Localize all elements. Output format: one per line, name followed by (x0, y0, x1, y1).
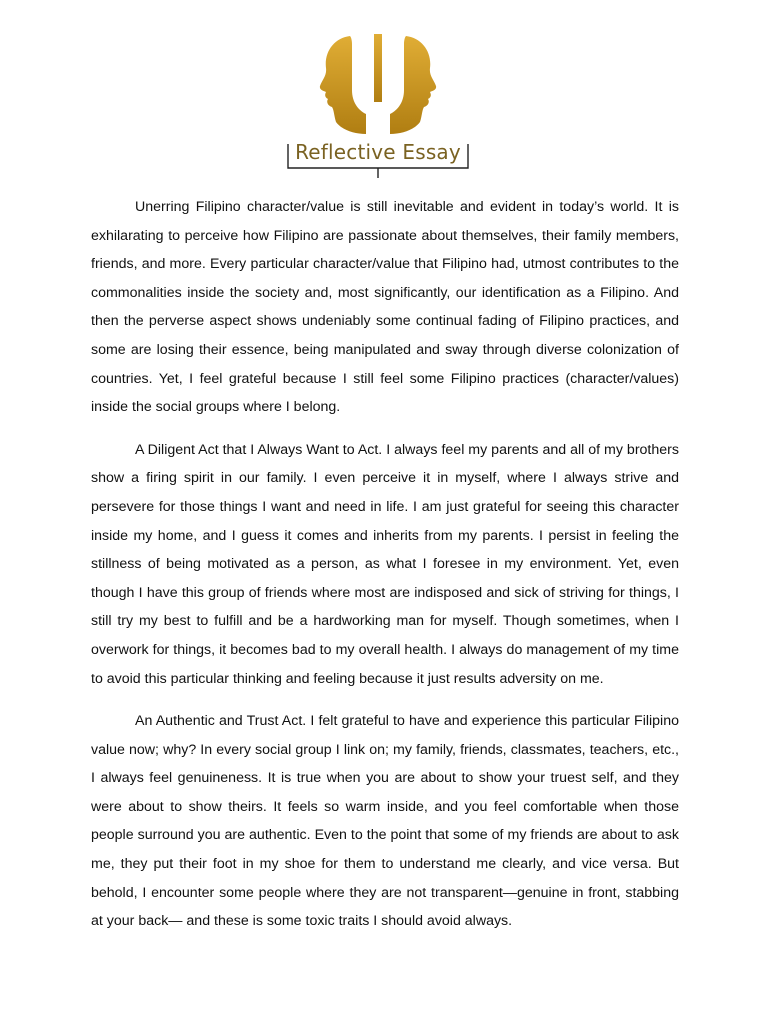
title-block (286, 138, 470, 182)
essay-title: Reflective Essay (295, 140, 461, 164)
logo-graphic (314, 30, 442, 138)
paragraph-text: I always feel my parents and all of my brothers show a firing spirit in our family. I even perceive it in myself, where I always strive and persevere for those things I want and need in life. I am just grateful for seeing this character inside my home, and I guess it comes and inherits from my parents. I persist in feeling the stillness of being motivated as a person, as what I foresee in my environment. Yet, even though I have this group of friends where most are indisposed and sick of striving for things, I still try my best to fulfill and be a hardworking man for myself. Though sometimes, when I overwork for things, it becomes bad to my overall health. I always do management of my time to avoid this particular thinking and feeling because it just results adversity on me. (91, 441, 679, 687)
psi-two-faces-logo (314, 30, 442, 138)
paragraph-heading: An Authentic and Trust Act. (135, 713, 307, 730)
essay-paragraph (91, 707, 679, 936)
paragraph-heading: A Diligent Act that I Always Want to Act. (135, 441, 383, 458)
paragraph-text: I felt grateful to have and experience this particular Filipino value now; why? In every social group I link on; my family, friends, classmates, teachers, etc., I always feel genuineness. It is true when you are about to show your truest self, and they were about to show theirs. It feels so warm inside, and you feel comfortable when those people surround you are authentic. Even to the point that some of my friends are about to ask me, they put their foot in my shoe for them to understand me clearly, and vice versa. But behold, I encounter some people where they are not transparent—genuine in front, stabbing at your back— and these is some toxic traits I should avoid always. (91, 713, 679, 930)
essay-body (91, 193, 679, 936)
essay-paragraph (91, 436, 679, 693)
essay-paragraph (91, 193, 679, 422)
paragraph-text: Unerring Filipino character/value is still inevitable and evident in today’s world. It is exhilarating to perceive how Filipino are passionate about themselves, their family members, friends, and more. Every particular character/value that Filipino had, utmost contributes to the commonalities inside the society and, most significantly, our identification as a Filipino. And then the perverse aspect shows undeniably some continual fading of Filipino practices, and some are losing their essence, being manipulated and sway through diverse colonization of countries. Yet, I feel grateful because I still feel some Filipino practices (character/values) inside the social groups where I belong. (91, 199, 679, 416)
